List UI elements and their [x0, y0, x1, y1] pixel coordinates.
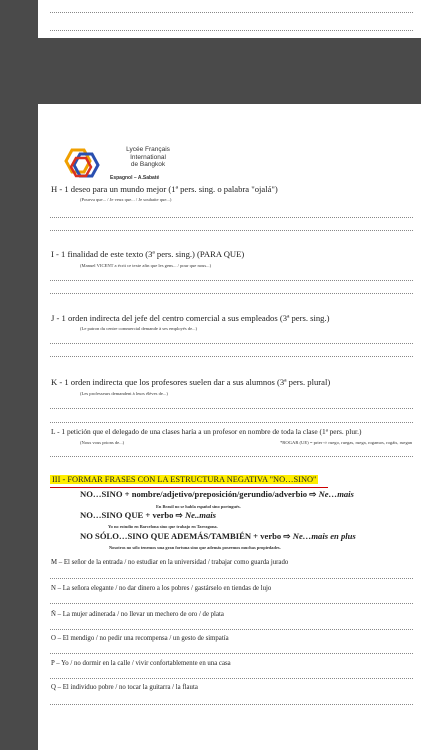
answer-line [50, 578, 413, 579]
question-l: L - 1 petición que el delegado de una clases haría a un profesor en nombre de toda la clase (1ª pers. plur.) [51, 427, 362, 436]
rule-text: NO SÓLO…SINO QUE ADEMÁS/TAMBIÉN + verbo ⇨ [80, 531, 293, 541]
question-l-note: *ROGAR (UE) = prier ⇨ ruego, ruegas, ruega, rogamos, rogáis, ruegan [280, 440, 413, 445]
question-h-hint: (Pourvu que... / Je veux que... / Je souhaite que...) [80, 197, 172, 202]
answer-line [50, 678, 413, 679]
hexagon-logo-icon [58, 144, 112, 184]
answer-line [50, 653, 413, 654]
rule-example: Yo no estudio en Barcelona sino que trabajo en Tarragona. [108, 524, 218, 529]
rule-text: NO…SINO + nombre/adjetivo/preposición/gerundio/adverbio ⇨ [80, 489, 319, 499]
previous-page-fragment [38, 0, 421, 38]
logo-subline: Espagnol – A.Sabaté [110, 175, 160, 181]
answer-line [50, 603, 413, 604]
exercise-enye: Ñ – La mujer adinerada / no llevar un mechero de oro / de plata [51, 611, 224, 618]
answer-line [50, 230, 413, 231]
question-j-hint: (Le patron du centre commercial demande à ses employés de...) [80, 326, 198, 331]
question-k: K - 1 orden indirecta que los profesores suelen dar a sus alumnos (3ª pers. plural) [51, 377, 331, 387]
rule-text: NO…SINO QUE + verbo ⇨ [80, 510, 185, 520]
exercise-m: M – El señor de la entrada / no estudiar en la universidad / trabajar como guarda jurado [51, 559, 289, 566]
answer-line [50, 12, 413, 13]
answer-line [50, 356, 413, 357]
section-underline [50, 487, 328, 488]
rule-example: En Brasil no se habla español sino portugués. [156, 504, 241, 509]
exercise-p: P – Yo / no dormir en la calle / vivir confortablemente en una casa [51, 660, 231, 667]
answer-line [50, 280, 413, 281]
logo-line: Lycée Français [126, 146, 170, 153]
worksheet-page [38, 104, 421, 750]
question-l-hint: (Nous vous prions de...) [80, 440, 125, 445]
answer-line [50, 629, 413, 630]
question-i: I - 1 finalidad de este texto (3ª pers. sing.) (PARA QUE) [51, 249, 245, 259]
rule-example: Nosotros no sólo tenemos una gran fortuna sino que además poseemos muchas propiedades. [109, 545, 281, 550]
rule-no-sino-que [80, 510, 216, 521]
answer-line [50, 456, 413, 457]
logo-line: International [130, 153, 166, 161]
rule-no-solo [80, 531, 356, 542]
question-j: J - 1 orden indirecta del jefe del centro comercial a sus empleados (3ª pers. sing.) [51, 313, 330, 323]
exercise-n: N – La señora elegante / no dar dinero a los pobres / gastárselo en tiendas de lujo [51, 585, 272, 592]
rule-no-sino [80, 489, 354, 500]
school-name [113, 146, 183, 169]
logo-line: de Bangkok [130, 161, 166, 168]
rule-translation: Ne…mais [318, 489, 354, 499]
rule-translation: Ne..mais [184, 510, 216, 520]
section-title: III - FORMAR FRASES CON LA ESTRUCTURA NEGATIVA "NO…SINO" [52, 475, 317, 484]
answer-line [50, 704, 413, 705]
rule-translation: Ne…mais en plus [292, 531, 356, 541]
answer-line [50, 217, 413, 218]
answer-line [50, 30, 413, 31]
answer-line [50, 293, 413, 294]
answer-line [50, 408, 413, 409]
school-logo [58, 144, 208, 189]
question-k-hint: (Les professeurs demandent à leurs élèves de...) [80, 391, 168, 396]
exercise-o: O – El mendigo / no pedir una recompensa / un gesto de simpatía [51, 635, 229, 642]
question-i-hint: (Manuel VICENT a écrit ce texte afin que les gens... / pour que nous...) [80, 263, 212, 268]
answer-line [50, 422, 413, 423]
question-h: H - 1 deseo para un mundo mejor (1ª pers. sing. o palabra "ojalá") [51, 184, 278, 194]
exercise-q: Q – El individuo pobre / no tocar la guitarra / la flauta [51, 684, 198, 691]
answer-line [50, 343, 413, 344]
